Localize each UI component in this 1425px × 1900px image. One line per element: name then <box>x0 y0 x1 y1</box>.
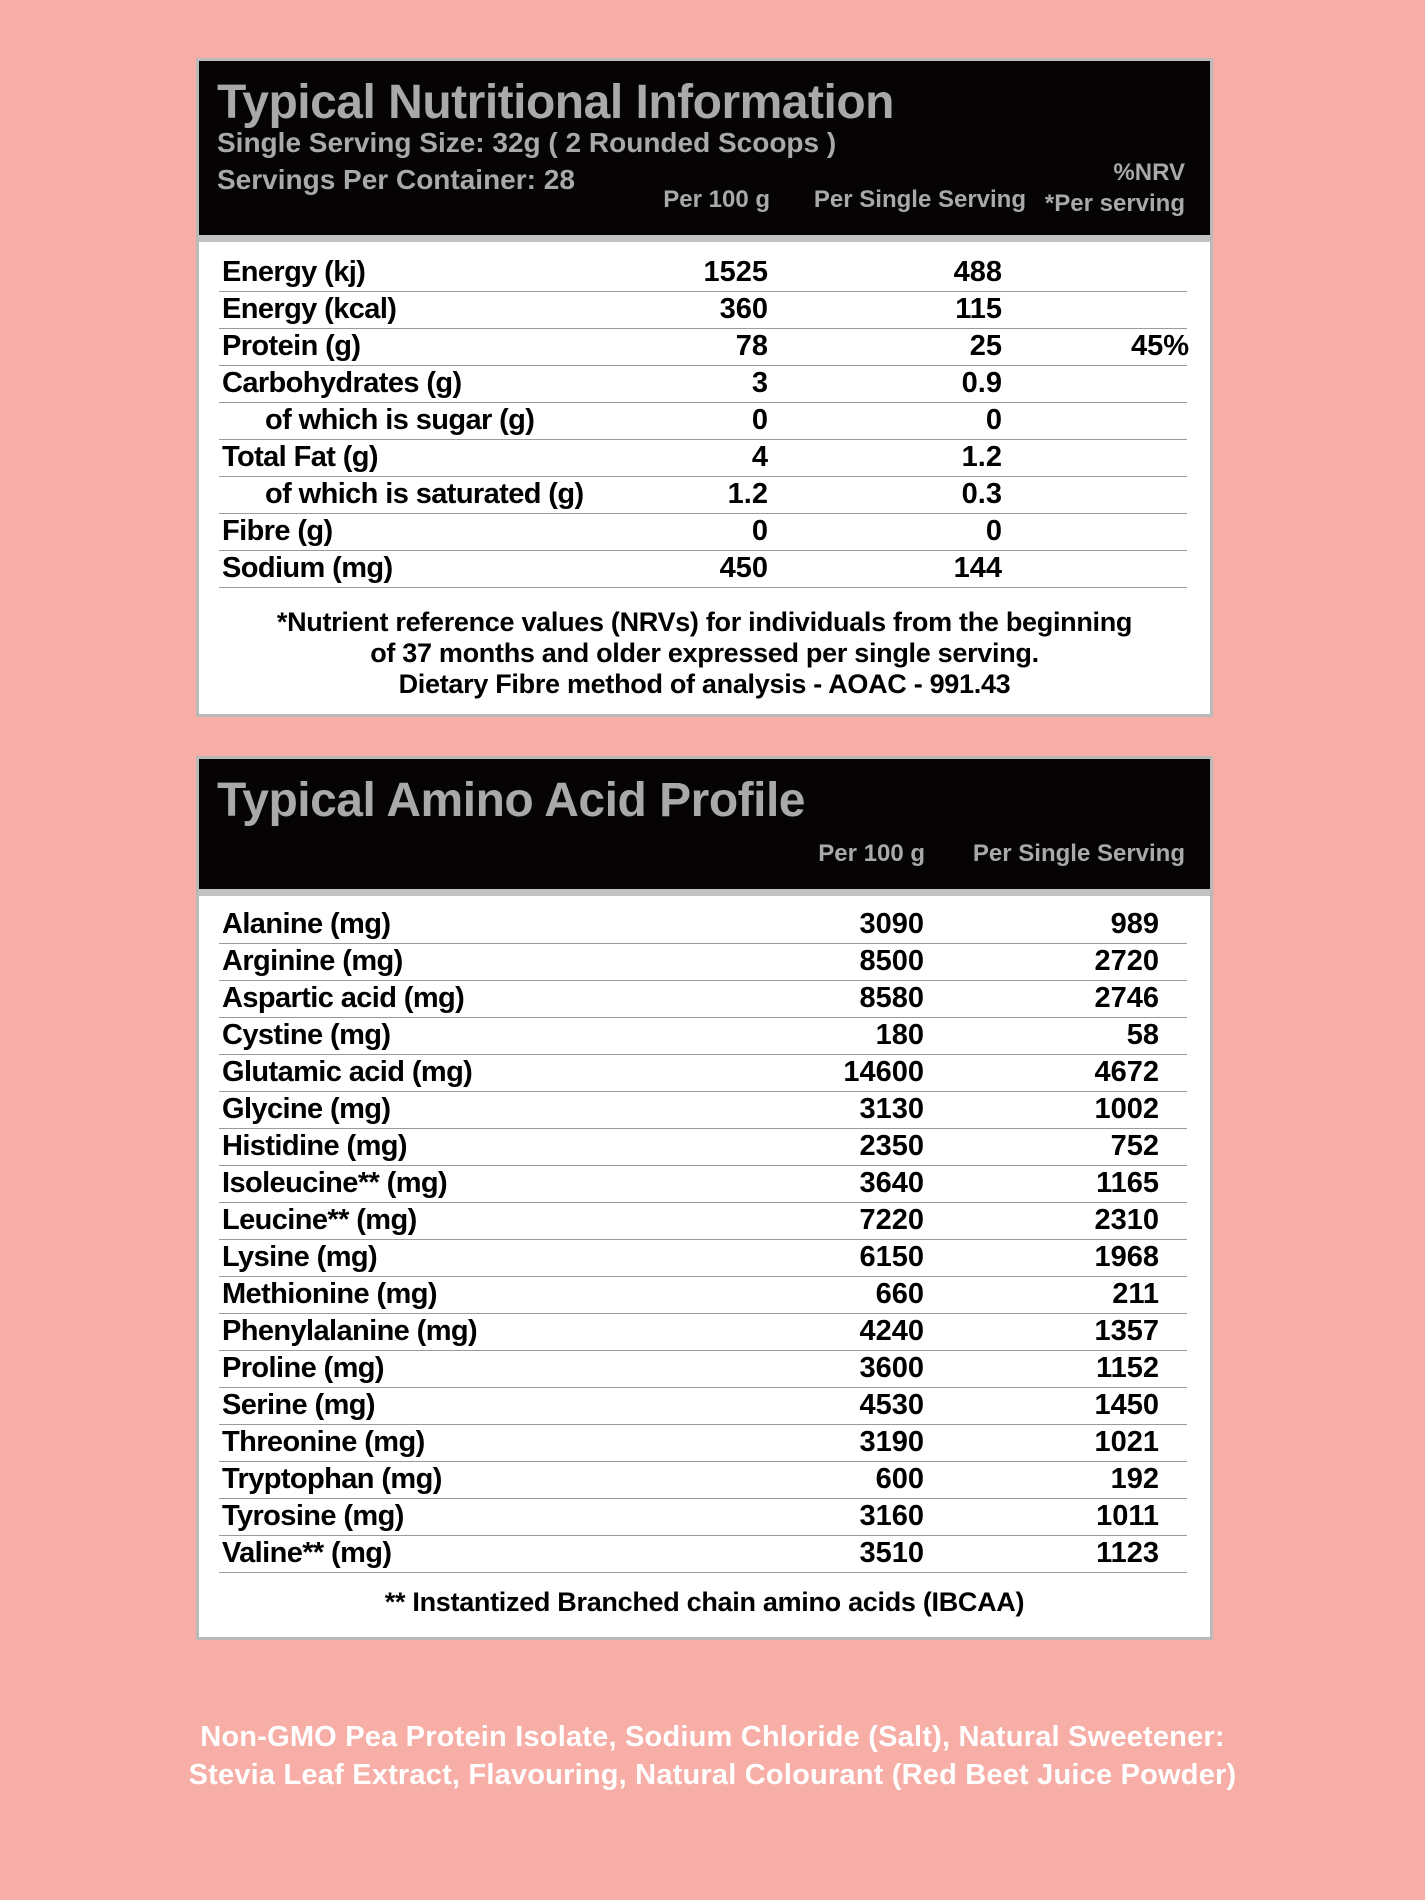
per100-value: 3 <box>751 367 768 399</box>
row-label: Protein (g) <box>222 330 361 362</box>
col-head-serving: Per Single Serving <box>972 840 1185 867</box>
table-row <box>219 1055 1187 1092</box>
nutrition-header <box>199 61 1210 242</box>
table-row <box>219 1462 1187 1499</box>
serving-value: 0 <box>985 515 1002 547</box>
row-label: Phenylalanine (mg) <box>222 1315 478 1347</box>
col-head-nrv: %NRV <box>1113 159 1185 186</box>
ingredients-line: Non-GMO Pea Protein Isolate, Sodium Chloride (Salt), Natural Sweetener: <box>200 1721 1225 1753</box>
ibcaa-note: ** Instantized Branched chain amino acids (IBCAA) <box>384 1587 1025 1617</box>
serving-value: 1450 <box>1094 1389 1159 1421</box>
per100-value: 4530 <box>859 1389 924 1421</box>
row-label: Histidine (mg) <box>222 1130 407 1162</box>
per100-value: 3130 <box>859 1093 924 1125</box>
row-label: Isoleucine** (mg) <box>222 1167 448 1199</box>
row-label: Glycine (mg) <box>222 1093 391 1125</box>
col-head-serving: Per Single Serving <box>813 186 1026 213</box>
serving-value: 25 <box>969 330 1002 362</box>
table-row <box>219 403 1187 440</box>
col-head-nrv-note: *Per serving <box>1044 190 1185 217</box>
table-row <box>219 1092 1187 1129</box>
per100-value: 8580 <box>859 982 924 1014</box>
amino-title: Typical Amino Acid Profile <box>217 774 805 827</box>
table-row <box>219 329 1187 366</box>
serving-value: 2310 <box>1094 1204 1159 1236</box>
serving-value: 0.9 <box>961 367 1002 399</box>
per100-value: 660 <box>875 1278 924 1310</box>
per100-value: 2350 <box>859 1130 924 1162</box>
per100-value: 360 <box>719 293 768 325</box>
per100-value: 450 <box>719 552 768 584</box>
table-row <box>219 1018 1187 1055</box>
row-label: Lysine (mg) <box>222 1241 378 1273</box>
row-label: Valine** (mg) <box>222 1537 392 1569</box>
per100-value: 7220 <box>859 1204 924 1236</box>
nrv-value: 45% <box>1130 330 1189 362</box>
per100-value: 3090 <box>859 908 924 940</box>
table-row <box>219 1536 1187 1573</box>
serving-value: 2720 <box>1094 945 1159 977</box>
table-row <box>219 1203 1187 1240</box>
row-label: of which is sugar (g) <box>265 404 535 436</box>
nrv-note-line: *Nutrient reference values (NRVs) for individuals from the beginning <box>276 607 1133 637</box>
row-label: Aspartic acid (mg) <box>222 982 465 1014</box>
table-row <box>219 1314 1187 1351</box>
serving-value: 4672 <box>1094 1056 1159 1088</box>
nutrition-panel <box>196 58 1213 717</box>
table-row <box>219 1351 1187 1388</box>
serving-value: 1123 <box>1096 1537 1159 1569</box>
nrv-note-line: Dietary Fibre method of analysis - AOAC - 991.43 <box>398 669 1011 699</box>
per100-value: 3600 <box>859 1352 924 1384</box>
table-row <box>219 1277 1187 1314</box>
row-label: Fibre (g) <box>222 515 333 547</box>
serving-value: 115 <box>955 293 1002 325</box>
per100-value: 14600 <box>843 1056 924 1088</box>
per100-value: 4240 <box>859 1315 924 1347</box>
row-label: Leucine** (mg) <box>222 1204 417 1236</box>
serving-value: 211 <box>1112 1278 1159 1310</box>
row-label: Energy (kj) <box>222 256 366 288</box>
serving-value: 1021 <box>1094 1426 1159 1458</box>
per100-value: 3510 <box>859 1537 924 1569</box>
table-row <box>219 944 1187 981</box>
nrv-note <box>199 607 1210 700</box>
serving-value: 1002 <box>1094 1093 1159 1125</box>
row-label: Energy (kcal) <box>222 293 397 325</box>
ingredients-text <box>0 1718 1425 1794</box>
row-label: Cystine (mg) <box>222 1019 391 1051</box>
row-label: Proline (mg) <box>222 1352 384 1384</box>
nutrition-table <box>219 255 1187 588</box>
serving-value: 488 <box>953 256 1002 288</box>
table-row <box>219 1166 1187 1203</box>
per100-value: 4 <box>751 441 768 473</box>
serving-value: 752 <box>1110 1130 1159 1162</box>
table-row <box>219 440 1187 477</box>
row-label: Arginine (mg) <box>222 945 403 977</box>
serving-value: 1357 <box>1094 1315 1159 1347</box>
table-row <box>219 477 1187 514</box>
table-row <box>219 366 1187 403</box>
servings-per-container: Servings Per Container: 28 <box>217 164 575 195</box>
col-head-per100: Per 100 g <box>663 186 770 213</box>
serving-value: 2746 <box>1094 982 1159 1014</box>
per100-value: 1.2 <box>727 478 768 510</box>
amino-table <box>219 907 1187 1573</box>
ingredients-line: Stevia Leaf Extract, Flavouring, Natural Colourant (Red Beet Juice Powder) <box>188 1759 1237 1791</box>
table-row <box>219 981 1187 1018</box>
per100-value: 1525 <box>703 256 768 288</box>
per100-value: 3640 <box>859 1167 924 1199</box>
table-row <box>219 907 1187 944</box>
serving-value: 1968 <box>1094 1241 1159 1273</box>
serving-value: 144 <box>953 552 1002 584</box>
table-row <box>219 1240 1187 1277</box>
row-label: Methionine (mg) <box>222 1278 437 1310</box>
per100-value: 78 <box>735 330 768 362</box>
serving-value: 192 <box>1110 1463 1159 1495</box>
per100-value: 0 <box>751 404 768 436</box>
serving-size: Single Serving Size: 32g ( 2 Rounded Scoops ) <box>217 127 837 158</box>
table-row <box>219 1425 1187 1462</box>
serving-value: 989 <box>1110 908 1159 940</box>
nrv-note-line: of 37 months and older expressed per single serving. <box>370 638 1039 668</box>
row-label: Serine (mg) <box>222 1389 375 1421</box>
nutrition-title: Typical Nutritional Information <box>217 76 894 129</box>
per100-value: 6150 <box>859 1241 924 1273</box>
serving-value: 1165 <box>1096 1167 1159 1199</box>
row-label: Tryptophan (mg) <box>222 1463 442 1495</box>
table-row <box>219 551 1187 588</box>
per100-value: 8500 <box>859 945 924 977</box>
per100-value: 3190 <box>859 1426 924 1458</box>
amino-panel <box>196 756 1213 1640</box>
per100-value: 0 <box>751 515 768 547</box>
row-label: Total Fat (g) <box>222 441 378 473</box>
amino-header <box>199 759 1210 896</box>
serving-value: 0 <box>985 404 1002 436</box>
serving-value: 1011 <box>1096 1500 1159 1532</box>
table-row <box>219 255 1187 292</box>
row-label: Tyrosine (mg) <box>222 1500 404 1532</box>
col-head-per100: Per 100 g <box>818 840 925 867</box>
serving-value: 0.3 <box>961 478 1002 510</box>
row-label: Sodium (mg) <box>222 552 393 584</box>
serving-value: 1152 <box>1096 1352 1159 1384</box>
serving-value: 58 <box>1126 1019 1159 1051</box>
table-row <box>219 514 1187 551</box>
per100-value: 600 <box>875 1463 924 1495</box>
row-label: Alanine (mg) <box>222 908 391 940</box>
row-label: Carbohydrates (g) <box>222 367 462 399</box>
row-label: Threonine (mg) <box>222 1426 425 1458</box>
table-row <box>219 1499 1187 1536</box>
per100-value: 180 <box>875 1019 924 1051</box>
row-label: Glutamic acid (mg) <box>222 1056 473 1088</box>
serving-value: 1.2 <box>961 441 1002 473</box>
table-row <box>219 1388 1187 1425</box>
table-row <box>219 1129 1187 1166</box>
row-label: of which is saturated (g) <box>265 478 584 510</box>
table-row <box>219 292 1187 329</box>
per100-value: 3160 <box>859 1500 924 1532</box>
